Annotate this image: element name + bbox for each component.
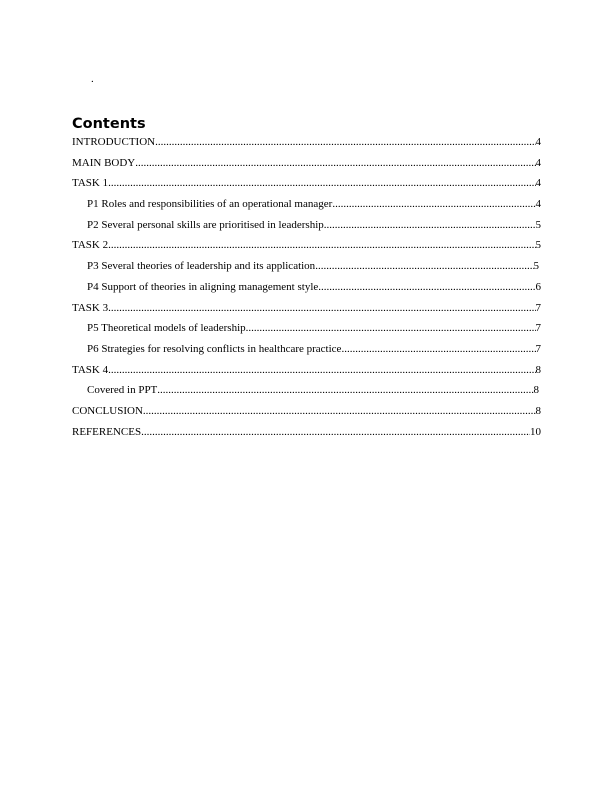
toc-page-number: 5 (535, 218, 541, 231)
table-of-contents (72, 135, 541, 445)
toc-dot-leader (315, 259, 533, 273)
toc-page-number: 7 (535, 342, 541, 355)
toc-page-number: 4 (535, 136, 541, 148)
toc-entry-title: MAIN BODY (72, 156, 136, 169)
toc-page-number: 5 (535, 239, 541, 252)
toc-dot-leader (318, 280, 535, 294)
toc-dot-leader (341, 342, 535, 356)
toc-entry-title: INTRODUCTION (72, 136, 156, 148)
toc-entry-covered-in-ppt[interactable] (72, 383, 539, 404)
toc-page-number: 6 (535, 280, 541, 293)
toc-entry-task-2[interactable] (72, 238, 541, 259)
contents-heading: Contents (72, 116, 146, 132)
toc-dot-leader (108, 363, 535, 377)
toc-entry-title: TASK 2 (72, 239, 109, 252)
toc-entry-title: P1 Roles and responsibilities of an operational manager (87, 198, 333, 211)
toc-dot-leader (324, 218, 536, 232)
toc-entry-references[interactable] (72, 425, 541, 446)
toc-dot-leader (246, 321, 536, 335)
toc-entry-p2[interactable] (72, 218, 541, 239)
toc-page-number: 4 (535, 177, 541, 190)
toc-entry-title: TASK 3 (72, 301, 109, 314)
toc-page-number: 4 (535, 156, 541, 169)
toc-page-number: 5 (533, 260, 539, 273)
toc-entry-task-1[interactable] (72, 176, 541, 197)
toc-dot-leader (143, 404, 536, 418)
toc-page-number: 4 (535, 198, 541, 211)
stray-mark: . (91, 73, 94, 85)
toc-page-number: 10 (530, 425, 541, 438)
toc-entry-introduction[interactable] (72, 135, 541, 156)
toc-entry-p1[interactable] (72, 197, 541, 218)
toc-page-number: 7 (535, 322, 541, 335)
toc-entry-title: P4 Support of theories in aligning management style (87, 280, 319, 293)
toc-entry-title: TASK 1 (72, 177, 109, 190)
toc-entry-p4[interactable] (72, 280, 541, 301)
toc-dot-leader (108, 238, 535, 252)
toc-entry-title: P6 Strategies for resolving conflicts in healthcare practice (87, 342, 342, 355)
toc-dot-leader (157, 383, 533, 397)
toc-dot-leader (135, 156, 535, 170)
toc-dot-leader (332, 197, 535, 211)
toc-entry-p3[interactable] (72, 259, 539, 280)
toc-page-number: 8 (535, 404, 541, 417)
toc-page-number: 7 (535, 301, 541, 314)
toc-entry-title: P3 Several theories of leadership and its application (87, 260, 316, 273)
toc-entry-title: Covered in PPT (87, 384, 158, 397)
toc-entry-title: TASK 4 (72, 363, 109, 376)
toc-page-number: 8 (533, 384, 539, 397)
toc-entry-p5[interactable] (72, 321, 541, 342)
toc-entry-title: P5 Theoretical models of leadership (87, 322, 246, 335)
toc-entry-title: P2 Several personal skills are prioritised in leadership (87, 218, 324, 231)
toc-entry-p6[interactable] (72, 342, 541, 363)
toc-dot-leader (141, 425, 530, 439)
toc-dot-leader (108, 176, 535, 190)
toc-dot-leader (155, 135, 535, 149)
toc-entry-title: REFERENCES (72, 425, 142, 438)
toc-entry-task-4[interactable] (72, 363, 541, 384)
toc-entry-title: CONCLUSION (72, 404, 143, 417)
toc-entry-conclusion[interactable] (72, 404, 541, 425)
toc-page-number: 8 (535, 363, 541, 376)
toc-entry-task-3[interactable] (72, 301, 541, 322)
toc-dot-leader (108, 301, 535, 315)
toc-entry-main-body[interactable] (72, 156, 541, 177)
